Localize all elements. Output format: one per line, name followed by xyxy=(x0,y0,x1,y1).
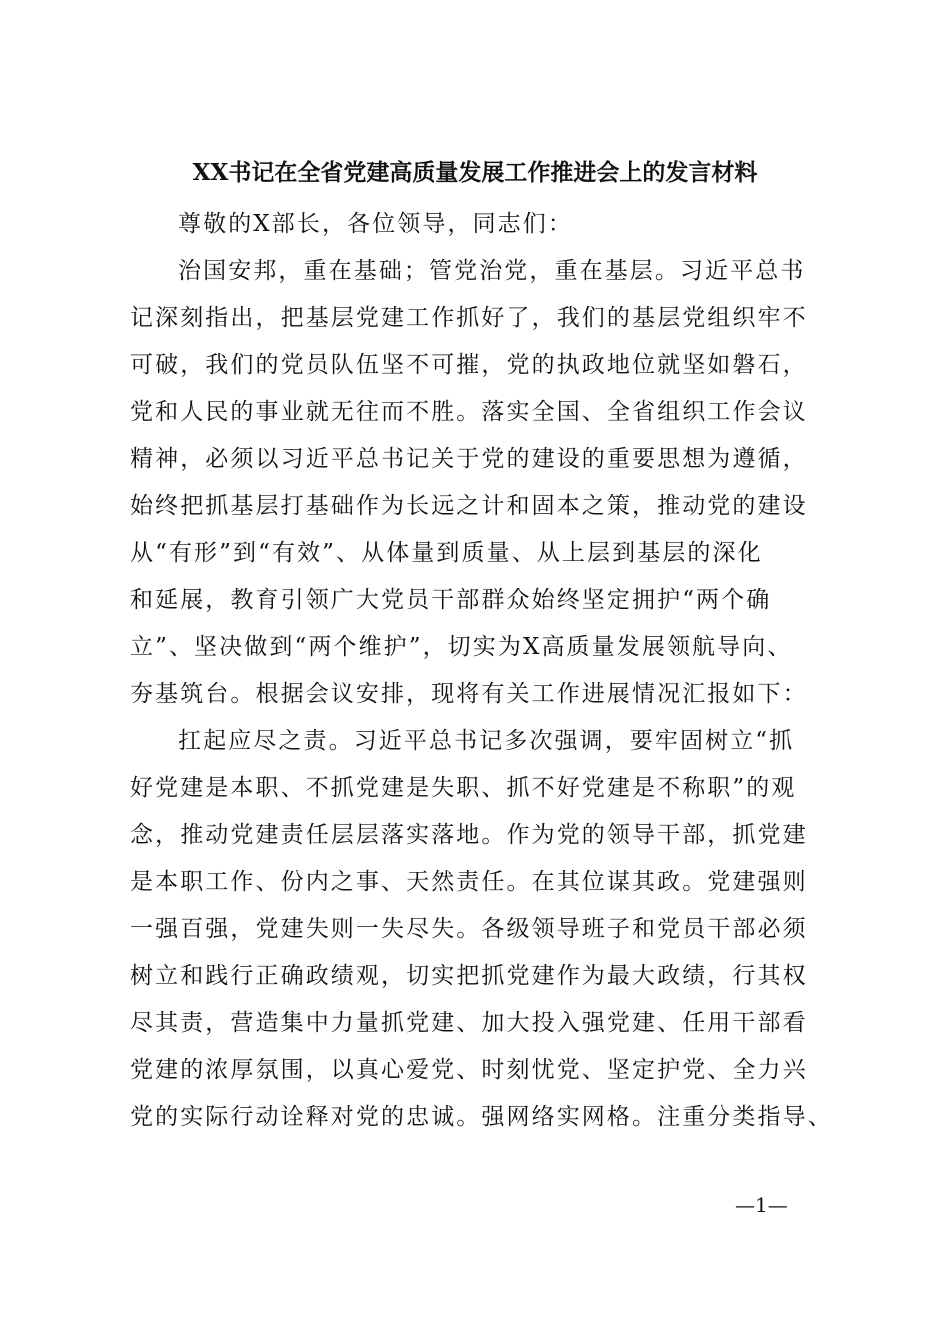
paragraph-line: 始终把抓基层打基础作为长远之计和固本之策，推动党的建设 xyxy=(130,493,808,519)
paragraph-line: 党的实际行动诠释对党的忠诚。强网络实网格。注重分类指导、 xyxy=(130,1104,833,1130)
document-body xyxy=(130,201,850,1141)
paragraph-line: 扛起应尽之责。习近平总书记多次强调，要牢固树立“抓 xyxy=(178,728,795,754)
salutation-line: 尊敬的X部长，各位领导，同志们： xyxy=(178,211,573,237)
paragraph-line: 尽其责，营造集中力量抓党建、加大投入强党建、任用干部看 xyxy=(130,1010,808,1036)
page-number: —1— xyxy=(735,1193,788,1217)
paragraph-line: 从“有形”到“有效”、从体量到质量、从上层到基层的深化 xyxy=(130,540,763,566)
paragraph-line: 治国安邦，重在基础；管党治党，重在基层。习近平总书 xyxy=(178,258,806,284)
paragraph-line: 立”、坚决做到“两个维护”，切实为X高质量发展领航导向、 xyxy=(130,634,793,660)
paragraph-line: 是本职工作、份内之事、天然责任。在其位谋其政。党建强则 xyxy=(130,869,808,895)
paragraph-line: 树立和践行正确政绩观，切实把抓党建作为最大政绩，行其权 xyxy=(130,963,808,989)
paragraph-line: 念，推动党建责任层层落实落地。作为党的领导干部，抓党建 xyxy=(130,822,808,848)
paragraph-line: 精神，必须以习近平总书记关于党的建设的重要思想为遵循， xyxy=(130,446,808,472)
document-title: XX书记在全省党建高质量发展工作推进会上的发言材料 xyxy=(192,159,758,186)
paragraph-line: 夯基筑台。根据会议安排，现将有关工作进展情况汇报如下： xyxy=(130,681,808,707)
paragraph-line: 好党建是本职、不抓党建是失职、抓不好党建是不称职”的观 xyxy=(130,775,797,801)
paragraph-line: 党建的浓厚氛围，以真心爱党、时刻忧党、坚定护党、全力兴 xyxy=(130,1057,808,1083)
paragraph-line: 可破，我们的党员队伍坚不可摧，党的执政地位就坚如磐石， xyxy=(130,352,808,378)
paragraph-line: 和延展，教育引领广大党员干部群众始终坚定拥护“两个确 xyxy=(130,587,772,613)
paragraph-line: 一强百强，党建失则一失尽失。各级领导班子和党员干部必须 xyxy=(130,916,808,942)
paragraph-line: 记深刻指出，把基层党建工作抓好了，我们的基层党组织牢不 xyxy=(130,305,808,331)
paragraph-line: 党和人民的事业就无往而不胜。落实全国、全省组织工作会议 xyxy=(130,399,808,425)
